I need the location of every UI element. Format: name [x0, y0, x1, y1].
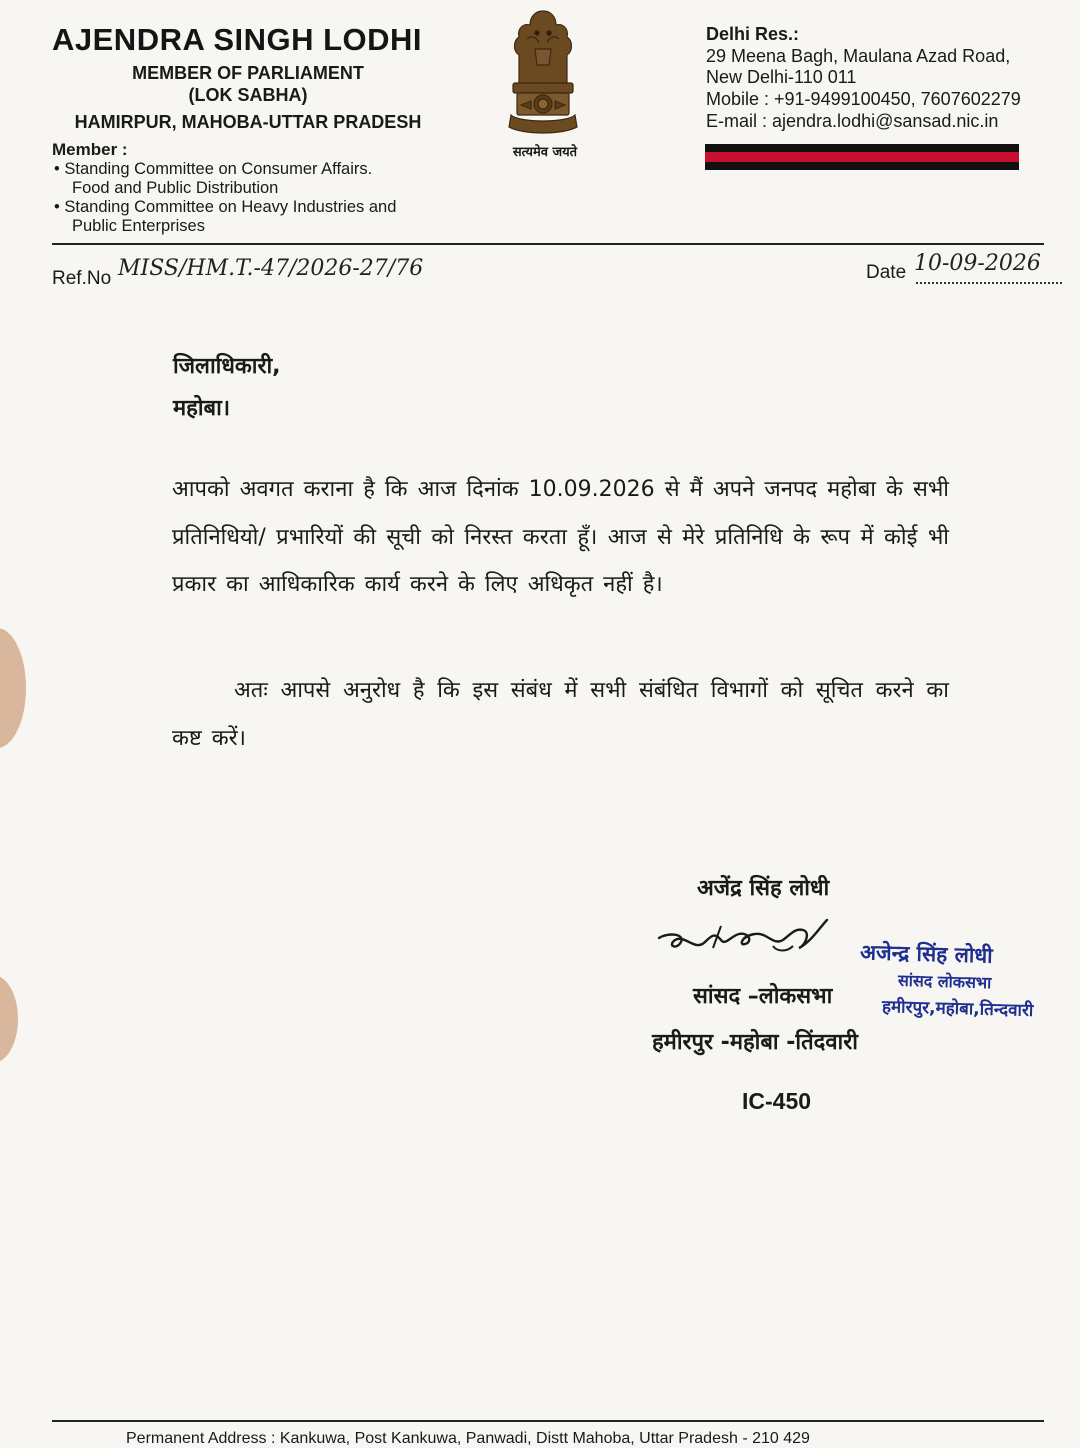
member-label: Member :	[52, 140, 128, 159]
constituency-header: HAMIRPUR, MAHOBA-UTTAR PRADESH	[74, 112, 422, 132]
color-stripe	[705, 144, 1019, 170]
signatory-title: सांसद –लोकसभा	[693, 984, 833, 1009]
residence-label: Delhi Res.:	[706, 24, 800, 44]
committee-text-cont: Public Enterprises	[72, 217, 205, 235]
email-address: E-mail : ajendra.lodhi@sansad.nic.in	[706, 111, 999, 131]
finger-top	[0, 628, 26, 748]
stamp-title: सांसद लोकसभा	[897, 970, 992, 993]
footer-divider	[52, 1420, 1044, 1422]
mp-name: AJENDRA SINGH LODHI	[52, 22, 423, 57]
bullet-icon: •	[54, 160, 60, 178]
committee-text-cont: Food and Public Distribution	[72, 179, 279, 197]
designation-line2: (LOK SABHA)	[188, 85, 308, 105]
body-paragraph-1: आपको अवगत कराना है कि आज दिनांक 10.09.2026 से मैं अपने जनपद महोबा के सभी प्रतिनिधियो/ प्रभारियों की सूची को निरस्त करता हूँ। आज से मेरे प्रतिनिधि के रूप में कोई भी प्रकार का आधिकारिक कार्य करने के लिए अधिकृत नहीं है।	[172, 477, 949, 597]
address-line1: 29 Meena Bagh, Maulana Azad Road,	[706, 46, 1011, 66]
ic-code: IC-450	[742, 1088, 812, 1114]
stamp-name: अजेन्द्र सिंह लोधी	[859, 940, 994, 968]
handwritten-signature	[655, 912, 830, 962]
mobile-number: Mobile : +91-9499100450, 7607602279	[706, 89, 1021, 109]
committee-item	[54, 198, 396, 217]
addressee-line1: जिलाधिकारी,	[173, 354, 281, 379]
date-dotted-line	[916, 282, 1062, 284]
addressee-line2: महोबा।	[173, 396, 231, 421]
stamp-place: हमीरपुर,महोबा,तिन्दवारी	[881, 997, 1034, 1021]
body-paragraph-2: अतः आपसे अनुरोध है कि इस संबंध में सभी संबंधित विभागों को सूचित करने का कष्ट करें।	[172, 678, 949, 751]
date-label: Date	[866, 262, 907, 283]
signatory-name: अजेंद्र सिंह लोधी	[697, 876, 830, 901]
header-divider	[52, 243, 1044, 245]
signatory-constituency: हमीरपुर -महोबा -तिंदवारी	[652, 1030, 858, 1055]
committee-item	[54, 160, 372, 179]
ref-label: Ref.No	[52, 268, 112, 289]
designation-line1: MEMBER OF PARLIAMENT	[132, 63, 364, 83]
bullet-icon: •	[54, 198, 60, 216]
ref-number-handwritten: MISS/HM.T.-47/2026-27/76	[118, 256, 424, 281]
national-emblem-icon	[497, 5, 589, 140]
committee-text: Standing Committee on Consumer Affairs.	[64, 160, 373, 178]
emblem-motto: सत्यमेव जयते	[512, 145, 578, 160]
address-line2: New Delhi-110 011	[706, 67, 857, 87]
finger-bottom	[0, 975, 18, 1063]
footer-address: Permanent Address : Kankuwa, Post Kankuwa, Panwadi, Distt Mahoba, Uttar Pradesh - 210 429	[126, 1430, 810, 1447]
date-handwritten: 10-09-2026	[914, 251, 1041, 276]
committee-text: Standing Committee on Heavy Industries and	[64, 198, 397, 216]
